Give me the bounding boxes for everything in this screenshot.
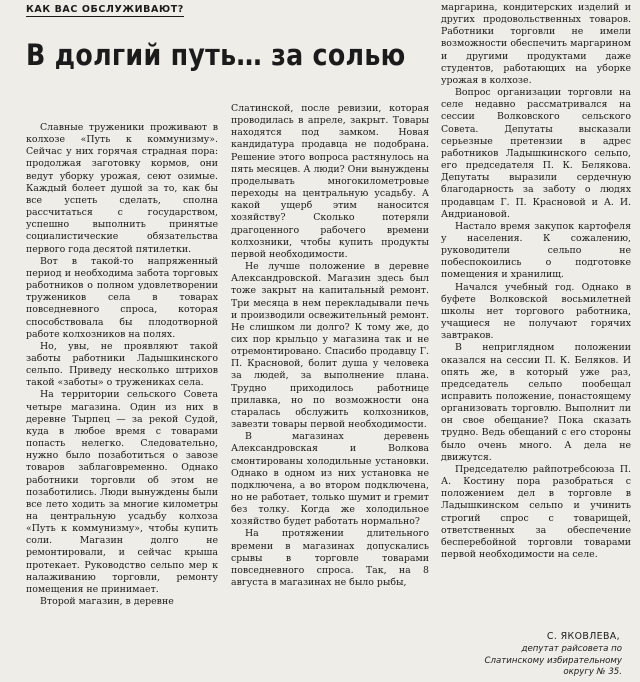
- paragraph: В магазинах деревень Александровская и Волкова смонтированы холодильные установки. Однако в одном из них установка не подключена, а во втором подключена, но не работает, только шумит и гремит без толку. Когда же холодильное хозяйство будет работать нормально?: [231, 431, 429, 528]
- paragraph: Начался учебный год. Однако в буфете Волковской восьмилетней школы нет торгового работника, учащиеся не получают горячих завтраков.: [441, 281, 631, 342]
- paragraph: Славные труженики проживают в колхозе «Путь к коммунизму». Сейчас у них горячая страдная пора: продолжая заготовку кормов, они ведут уборку урожая, сеют озимые. Каждый болеет душой за то, как бы все успеть сделать, сполна рассчитаться с государством, успешно выполнить принятые социалистические обязательства первого года десятой пятилетки.: [26, 122, 218, 255]
- paragraph: Второй магазин, в деревне: [40, 596, 174, 608]
- author-name: С. ЯКОВЛЕВА,: [546, 631, 620, 642]
- paragraph: Настало время закупок картофеля у населения. К сожалению, руководители сельпо не побеспокоились о подготовке помещения и хранилищ.: [441, 220, 631, 281]
- article-column-1: [26, 122, 218, 608]
- paragraph: На протяжении длительного времени в магазинах допускались срывы в торговле товарами повседневного спроса. Так, на 8 августа в магазинах не было рыбы,: [231, 528, 429, 589]
- paragraph: маргарина, кондитерских изделий и других продовольственных товаров. Работники торговли не имели возможности обеспечить маргарином и другими продуктами даже студентов, работающих на уборке урожая в колхозе.: [441, 2, 631, 86]
- author-role: депутат райсовета по Слатинскому избирательному округу № 35.: [484, 644, 622, 677]
- paragraph: В неприглядном положении оказался на сессии П. К. Беляков. И опять же, в который уже раз, председатель сельпо пообещал исправить положение, понастоящему организовать торговлю. Выполнит ли он свое обещание? Пока сказать трудно. Ведь обещаний с его стороны было очень много. А дела не движутся.: [441, 342, 631, 463]
- paragraph: Вот в такой-то напряженный период и необходима забота торговых работников о полном удовлетворении тружеников села в товарах повседневного спроса, которая способствовала бы плодотворной работе колхозников на полях.: [26, 255, 218, 340]
- paragraph: Не лучше положение в деревне Александровской. Магазин здесь был тоже закрыт на капитальный ремонт. Три месяца в нем перекладывали печь и производили освежительный ремонт. Не слишком ли долго? К тому же, до сих пор крыльцо у магазина так и не отремонтировано. Спасибо продавцу Г. П. Красновой, болит душа у человека за людей, за выполнение плана. Трудно приходилось работнице прилавка, но по возможности она старалась обслужить колхозников, завезти товары первой необходимости.: [231, 261, 429, 431]
- article-column-3: [441, 2, 631, 561]
- paragraph: Вопрос организации торговли на селе недавно рассматривался на сессии Волковского сельского Совета. Депутаты высказали серьезные претензии в адрес работников Ладышкинского сельпо, его председателя П. К. Белякова. Депутаты выразили сердечную благодарность за заботу о людях продавцам Г. П. Красновой и А. И. Андриановой.: [441, 87, 631, 220]
- article-column-2: [231, 103, 429, 589]
- section-rubric: КАК ВАС ОБСЛУЖИВАЮТ?: [26, 4, 184, 15]
- paragraph: Но, увы, не проявляют такой заботы работники Ладышкинского сельпо. Приведу несколько штрихов такой «заботы» о тружениках села.: [26, 340, 218, 389]
- paragraph: Слатинской, после ревизии, которая проводилась в апреле, закрыт. Товары находятся под замком. Новая кандидатура продавца не подобрана. Решение этого вопроса растянулось на пять месяцев. А люди? Они вынуждены проделывать многокилометровые переходы на центральную усадьбу. А какой ущерб этим наносится хозяйству? Сколько потеряли драгоценного рабочего времени колхозники, чтобы купить продукты первой необходимости.: [231, 103, 429, 260]
- paragraph: На территории сельского Совета четыре магазина. Один из них в деревне Тырпец — за рекой Судой, куда в любое время с товарами попасть нелегко. Следовательно, нужно было позаботиться о завозе товаров заблаговременно. Однако работники торговли об этом не позаботились. Люди вынуждены были все лето ходить за многие километры на центральную усадьбу колхоза «Путь к коммунизму», чтобы купить соли. Магазин долго не ремонтировали, и сейчас крыша протекает. Руководство сельпо мер к налаживанию торговли, ремонту помещения не принимает.: [26, 389, 218, 595]
- paragraph: Председателю райпотребсоюза П. А. Костину пора разобраться с положением дел в торговле в Ладышкинском сельпо и учинить строгий спрос с товарищей, ответственных за обеспечение бесперебойной торговли товарами первой необходимости на селе.: [441, 463, 631, 561]
- article-headline: В долгий путь… за солью: [26, 38, 406, 72]
